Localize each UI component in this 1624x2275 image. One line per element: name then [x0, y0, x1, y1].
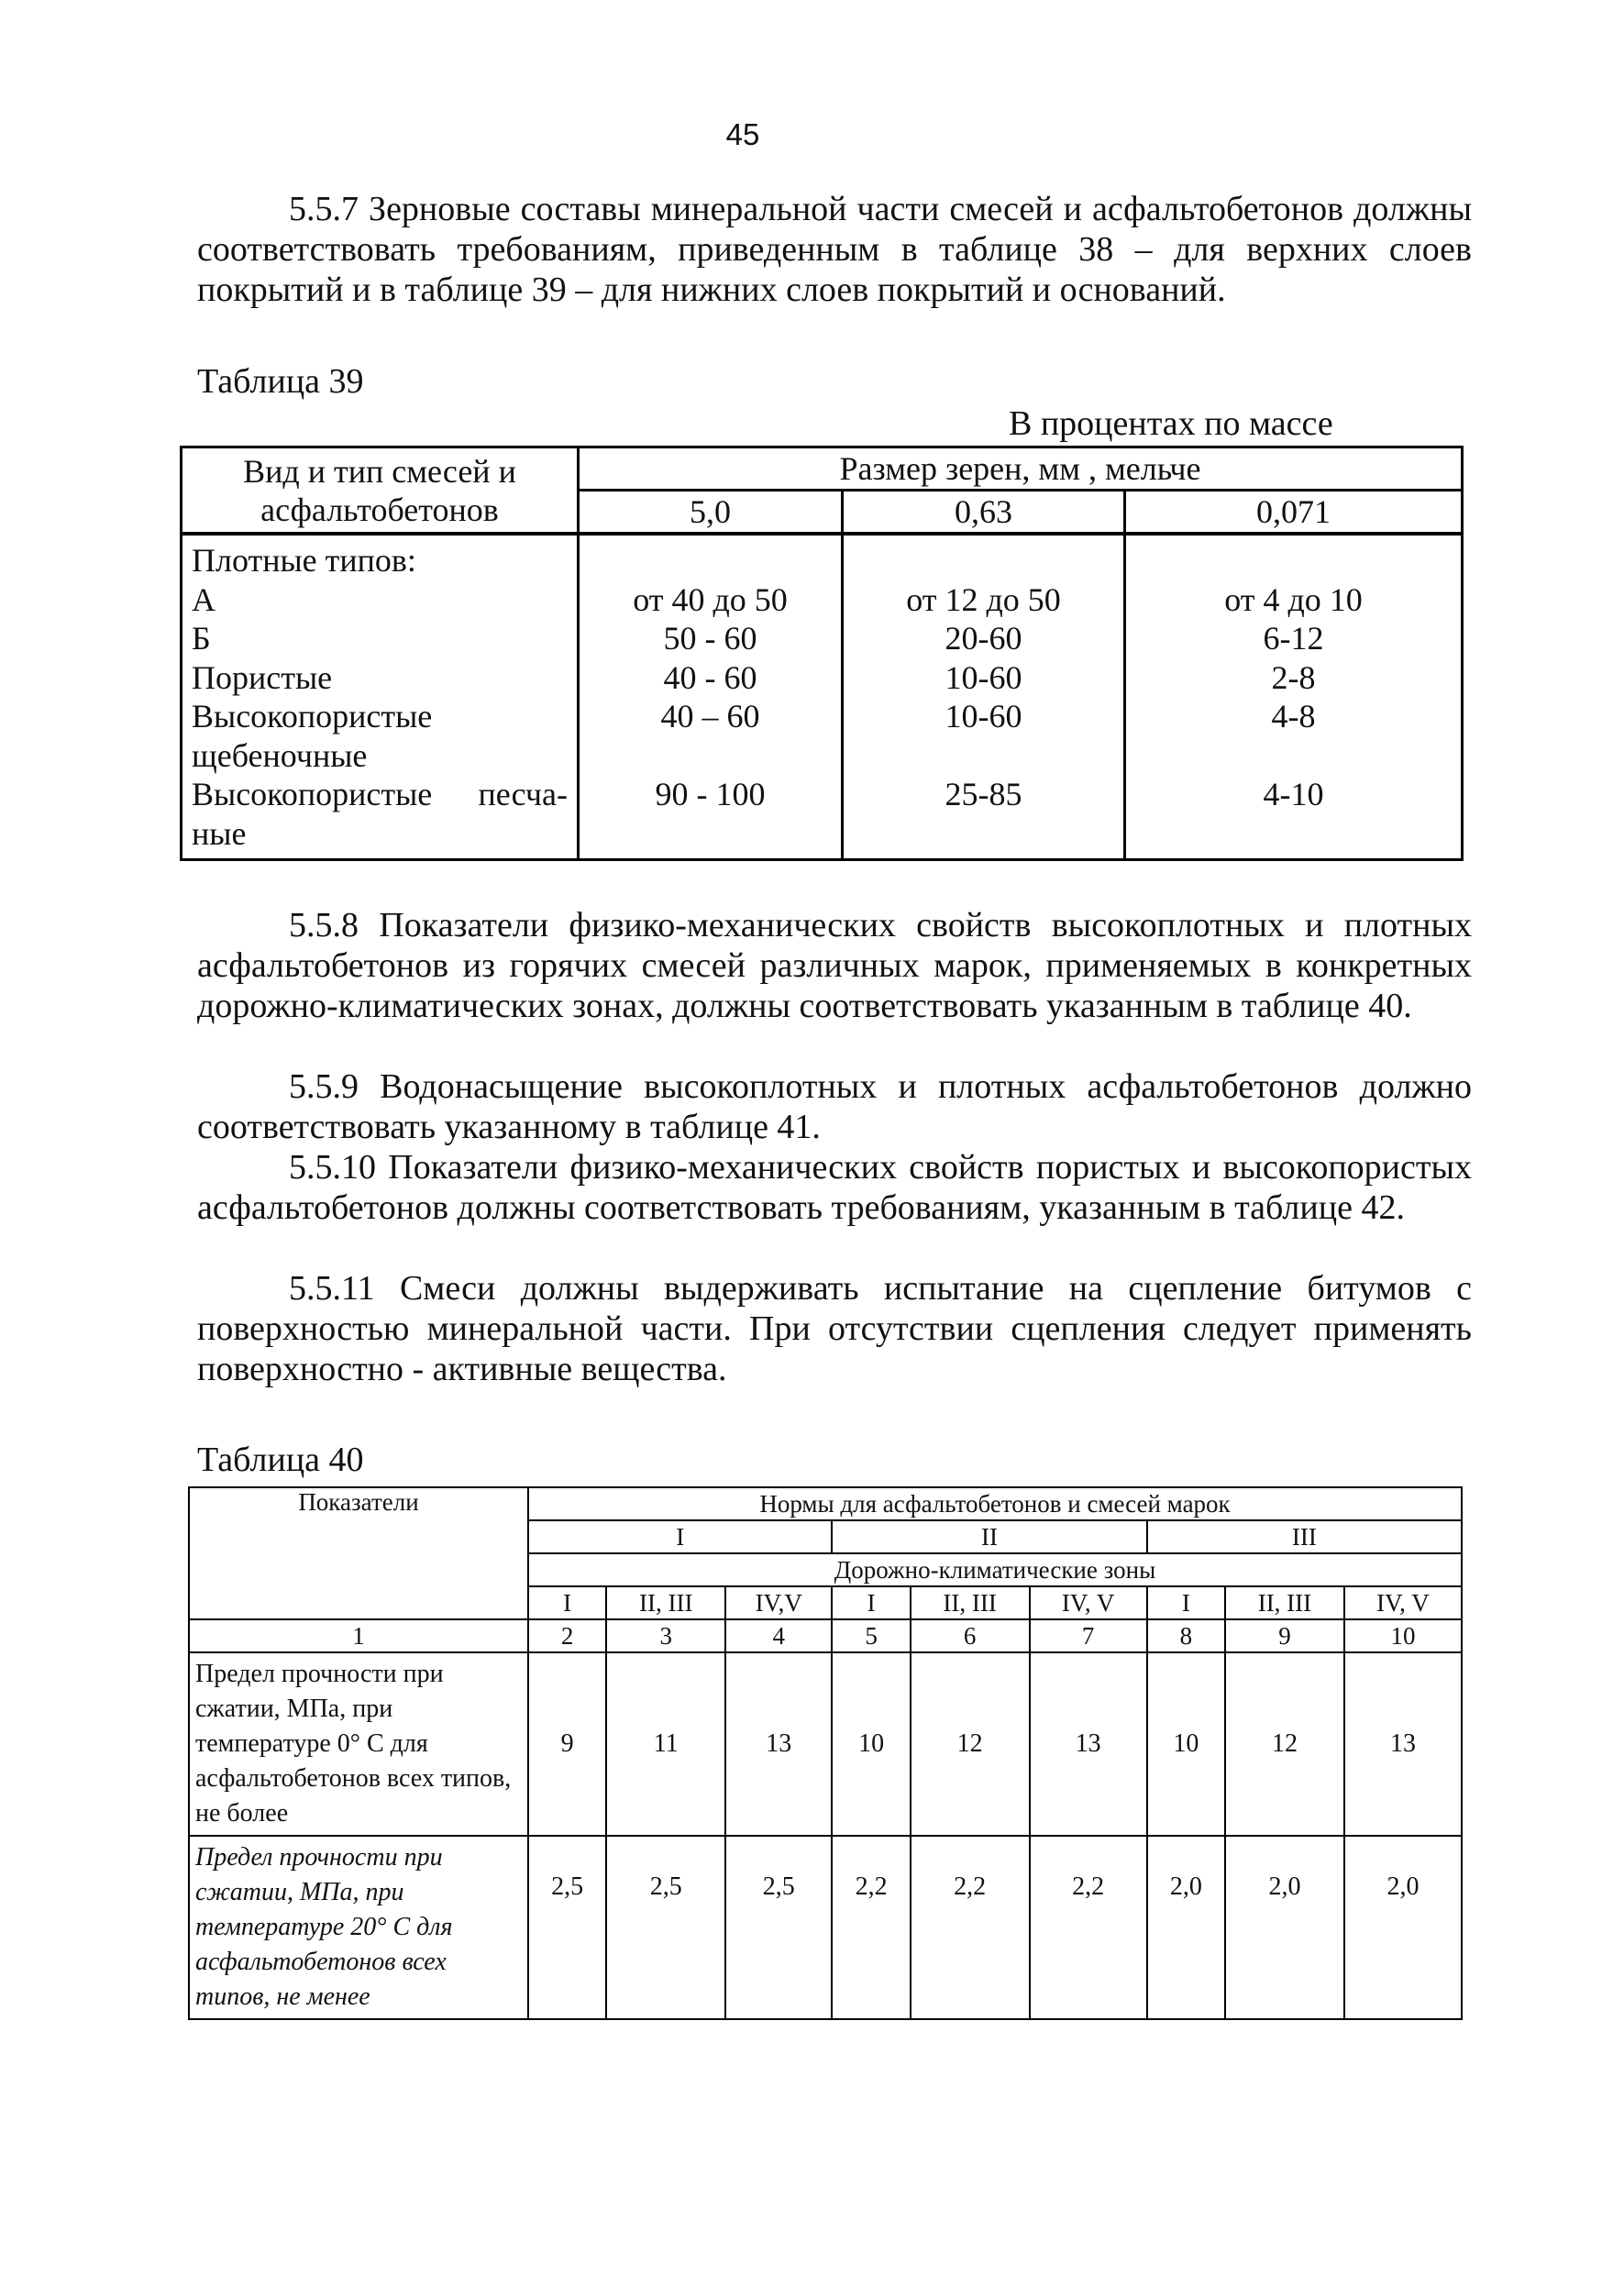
- table-40-cell: 13: [1030, 1652, 1147, 1836]
- table-39-row-name: ные: [192, 814, 247, 852]
- table-40-grade-1: I: [528, 1520, 832, 1553]
- table-39-size-0071: 0,071: [1125, 491, 1463, 535]
- table-39-row-name: Высокопористые: [192, 698, 433, 734]
- table-39-col1-header-text: Вид и тип смесей и асфальтобетонов: [243, 452, 516, 528]
- table-40-col-number: 1: [189, 1619, 528, 1652]
- table-39-row-names: [182, 534, 579, 860]
- table-39-cell: 20-60: [945, 620, 1022, 657]
- table-40-zone: IV, V: [1344, 1586, 1462, 1619]
- table-39-cell: 4-8: [1271, 698, 1316, 734]
- table-39-cell: 10-60: [945, 658, 1022, 696]
- table-39-cell: [853, 541, 1114, 580]
- table-40-group-header: Нормы для асфальтобетонов и смесей марок: [528, 1487, 1462, 1520]
- table-40-grade-2: II: [832, 1520, 1146, 1553]
- table-40-cell: 11: [606, 1652, 725, 1836]
- paragraph-5-5-8: 5.5.8 Показатели физико-механических свойств высокоплотных и плотных асфальтобетонов из горячих смесей различных марок, применяемых в конкретных дорожно-климатических зонах, должны соответствовать указанным в таблице 40.: [197, 906, 1472, 1025]
- table-40-col1-header: Показатели: [189, 1487, 528, 1619]
- table-39-cell: [1135, 541, 1452, 580]
- table-39-group-header: Размер зерен, мм , мельче: [579, 447, 1463, 491]
- table-40-cell: 12: [911, 1652, 1030, 1836]
- table-40-zones-header: Дорожно-климатические зоны: [528, 1553, 1462, 1586]
- table-40-cell: 2,0: [1225, 1836, 1344, 2019]
- table-39-row-name: Плотные типов:: [192, 542, 416, 579]
- table-39-col-5: [579, 534, 843, 860]
- table-39-cell: 25-85: [945, 776, 1022, 812]
- table-40-zone: II, III: [606, 1586, 725, 1619]
- table-40-zone: IV, V: [1030, 1586, 1147, 1619]
- table-40-cell: 2,2: [1030, 1836, 1147, 2019]
- table-40-row-title: Предел прочности при сжатии, МПа, при температуре 20° С для асфальтобетонов всех типов, не менее: [189, 1836, 528, 2019]
- table-39-row-name: Б: [192, 620, 211, 657]
- table-40-zone: II, III: [911, 1586, 1030, 1619]
- page-number: 45: [725, 117, 760, 151]
- table-40-zone: IV,V: [725, 1586, 832, 1619]
- table-39-size-5: 5,0: [579, 491, 843, 535]
- table-40-cell: 2,5: [606, 1836, 725, 2019]
- paragraph-5-5-9: 5.5.9 Водонасыщение высокоплотных и плотных асфальтобетонов должно соответствовать указанному в таблице 41.: [197, 1067, 1472, 1146]
- table-39-cell: 40 – 60: [660, 698, 760, 734]
- table-39-units: В процентах по массе: [1009, 404, 1333, 443]
- table-39-cell: от 12 до 50: [906, 580, 1061, 618]
- table-39-row-name: [192, 775, 568, 814]
- table-39-cell: 50 - 60: [663, 620, 757, 657]
- table-40-zone: II, III: [1225, 1586, 1344, 1619]
- table-39-cell: 10-60: [945, 698, 1022, 734]
- table-40-col-number: 10: [1344, 1619, 1462, 1652]
- table-40-col-number: 2: [528, 1619, 606, 1652]
- table-40-cell: 2,0: [1147, 1836, 1225, 2019]
- table-39-cell: 2-8: [1271, 658, 1316, 696]
- table-40-col-number: 5: [832, 1619, 910, 1652]
- table-40-row-title: Предел прочности при сжатии, МПа, при температуре 0° С для асфальтобетонов всех типов, не более: [189, 1652, 528, 1836]
- table-39-cell: от 4 до 10: [1224, 580, 1363, 618]
- table-40-cell: 13: [725, 1652, 832, 1836]
- table-39-row-name: Пористые: [192, 658, 333, 696]
- table-40-col-number: 8: [1147, 1619, 1225, 1652]
- table-40-col-number: 9: [1225, 1619, 1344, 1652]
- table-40-col-number: 6: [911, 1619, 1030, 1652]
- table-39-col1-header: [182, 447, 579, 535]
- table-40-cell: 2,2: [832, 1836, 910, 2019]
- table-39-size-063: 0,63: [843, 491, 1125, 535]
- table-39-row-name-part: Высокопористые: [192, 776, 433, 812]
- table-40-grade-3: III: [1147, 1520, 1462, 1553]
- table-40-cell: 10: [1147, 1652, 1225, 1836]
- table-39-col-063: [843, 534, 1125, 860]
- table-40-cell: 2,0: [1344, 1836, 1462, 2019]
- table-39-cell: 4-10: [1263, 776, 1324, 812]
- table-39: [180, 446, 1464, 861]
- table-40-col-number: 7: [1030, 1619, 1147, 1652]
- table-39-cell: 90 - 100: [655, 776, 766, 812]
- table-40-caption: Таблица 40: [197, 1441, 364, 1479]
- table-40-zone: I: [528, 1586, 606, 1619]
- table-40: [188, 1486, 1463, 2020]
- table-39-cell: 40 - 60: [663, 658, 757, 696]
- table-40-cell: 2,5: [725, 1836, 832, 2019]
- table-40-zone: I: [832, 1586, 910, 1619]
- paragraph-5-5-10: 5.5.10 Показатели физико-механических свойств пористых и высокопористых асфальтобетонов должны соответствовать требованиям, указанным в таблице 42.: [197, 1148, 1472, 1227]
- table-39-row-name-part: песча-: [478, 776, 568, 812]
- table-40-cell: 9: [528, 1652, 606, 1836]
- paragraph-5-5-7: 5.5.7 Зерновые составы минеральной части смесей и асфальтобетонов должны соответствовать требованиям, приведенным в таблице 38 – для верхних слоев покрытий и в таблице 39 – для нижних слоев покрытий и оснований.: [197, 190, 1472, 309]
- table-40-cell: 2,5: [528, 1836, 606, 2019]
- table-39-cell: от 40 до 50: [633, 580, 788, 618]
- table-39-cell: [589, 541, 832, 580]
- table-40-col-number: 3: [606, 1619, 725, 1652]
- table-40-cell: 12: [1225, 1652, 1344, 1836]
- paragraph-5-5-11: 5.5.11 Смеси должны выдерживать испытание на сцепление битумов с поверхностью минеральной части. При отсутствии сцепления следует применять поверхностно - активные вещества.: [197, 1269, 1472, 1388]
- table-40-col-number: 4: [725, 1619, 832, 1652]
- table-39-cell: 6-12: [1263, 620, 1324, 657]
- table-40-cell: 10: [832, 1652, 910, 1836]
- table-39-caption: Таблица 39: [197, 362, 364, 401]
- table-40-cell: 13: [1344, 1652, 1462, 1836]
- table-40-zone: I: [1147, 1586, 1225, 1619]
- table-39-row-name: щебеночные: [192, 736, 368, 774]
- table-40-cell: 2,2: [911, 1836, 1030, 2019]
- table-39-row-name: А: [192, 580, 215, 618]
- table-39-col-0071: [1125, 534, 1463, 860]
